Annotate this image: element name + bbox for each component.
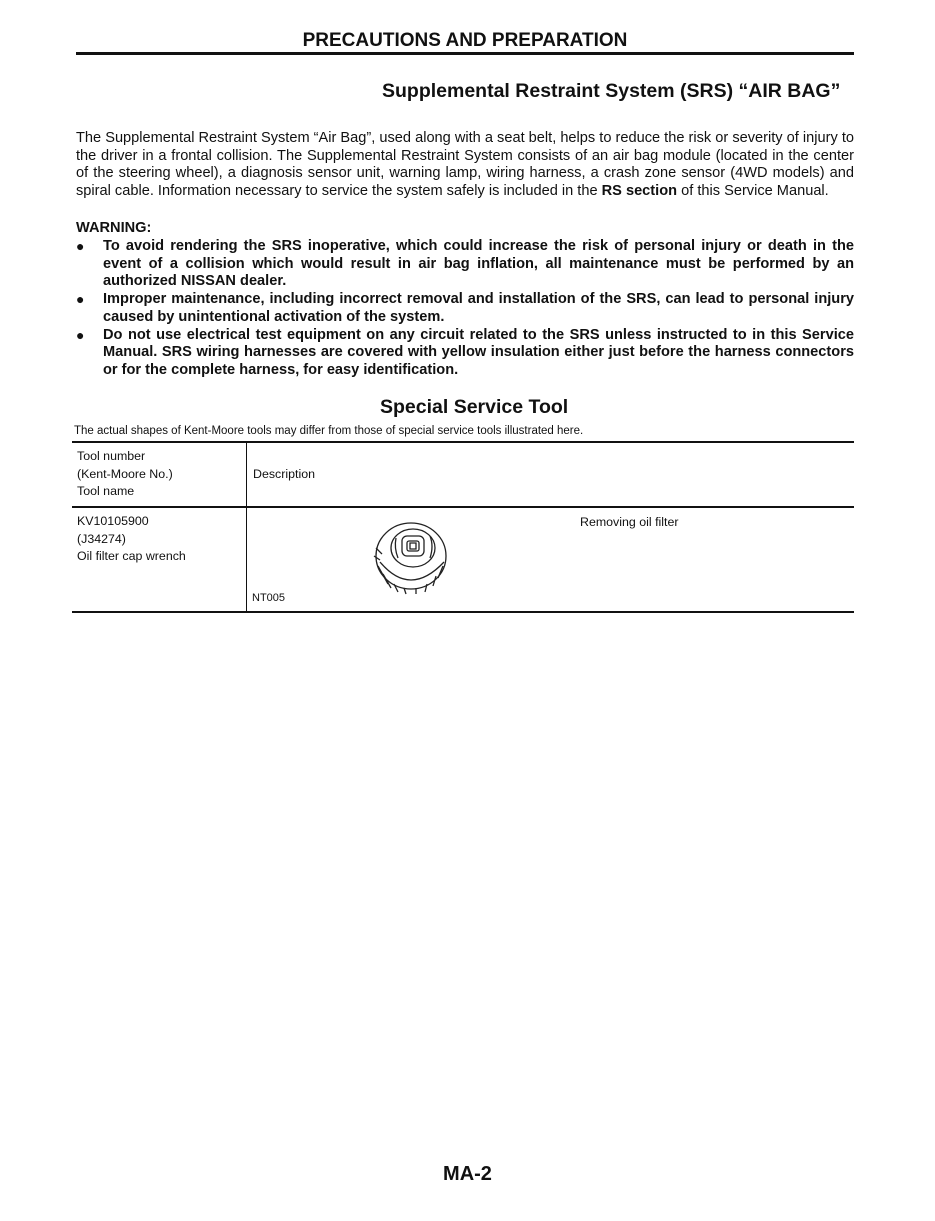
bullet-icon: ● — [76, 291, 85, 308]
rs-section-reference: RS section — [601, 183, 678, 200]
srs-intro-text-start: The Supplemental Restraint System “Air Bag”, used along with a seat belt, helps to reduce the risk or severity of injury to the driver in a frontal collision. The Supplemental Restraint System consists of an air bag module (located in the center of the steering wheel), a diagnosis sensor unit, warning lamp, wiring harness, a crash zone sensor (4WD models) and spiral cable. Information necessary to service the system safely is included in the — [76, 130, 854, 200]
kent-moore-note: The actual shapes of Kent-Moore tools may differ from those of special service tools illustrated here. — [74, 425, 584, 437]
bullet-icon: ● — [76, 326, 85, 343]
tool-number: KV10105900 — [77, 514, 149, 528]
header-tool-name: Tool name — [77, 484, 135, 499]
warning-heading: WARNING: — [76, 220, 152, 236]
table-column-divider — [246, 442, 247, 612]
special-tool-table — [72, 440, 854, 614]
srs-intro-text-end: of this Service Manual. — [677, 183, 829, 200]
warning-text: Do not use electrical test equipment on any circuit related to the SRS unless instructed to in this Service Manual. SRS wiring harnesses are covered with yellow insulation either just before the harness connectors or for the complete harness, for easy identification. — [103, 326, 854, 378]
table-header-tool-info — [77, 448, 173, 501]
table-row-tool-info — [77, 513, 186, 566]
warning-item — [76, 238, 854, 291]
srs-intro-paragraph — [76, 130, 854, 201]
warning-item — [76, 291, 854, 326]
special-service-tool-title: Special Service Tool — [380, 396, 569, 418]
tool-name: Oil filter cap wrench — [77, 549, 186, 564]
bullet-icon: ● — [76, 238, 85, 254]
header-divider — [76, 52, 854, 55]
tool-use-description: Removing oil filter — [580, 515, 679, 529]
illustration-code: NT005 — [252, 592, 286, 604]
warning-list — [76, 238, 854, 380]
page-number: MA-2 — [443, 1163, 492, 1185]
table-header-description: Description — [253, 467, 315, 481]
table-top-rule — [72, 441, 854, 443]
header-tool-number: Tool number — [77, 449, 146, 463]
table-header-rule — [72, 506, 854, 508]
oil-filter-cap-wrench-icon — [366, 518, 452, 596]
table-bottom-rule — [72, 611, 854, 613]
warning-item — [76, 327, 854, 380]
warning-text: Improper maintenance, including incorrect removal and installation of the SRS, can lead to personal injury caused by unintentional activation of the system. — [103, 291, 854, 325]
srs-section-title: Supplemental Restraint System (SRS) “AIR BAG” — [382, 80, 841, 102]
header-kent-moore-no: (Kent-Moore No.) — [77, 466, 173, 481]
page-header-title: PRECAUTIONS AND PREPARATION — [302, 30, 628, 51]
warning-text: To avoid rendering the SRS inoperative, which could increase the risk of personal injury or death in the event of a collision which would result in air bag inflation, all maintenance must be performed by an authorized NISSAN dealer. — [103, 238, 854, 290]
kent-moore-number: (J34274) — [77, 531, 126, 546]
